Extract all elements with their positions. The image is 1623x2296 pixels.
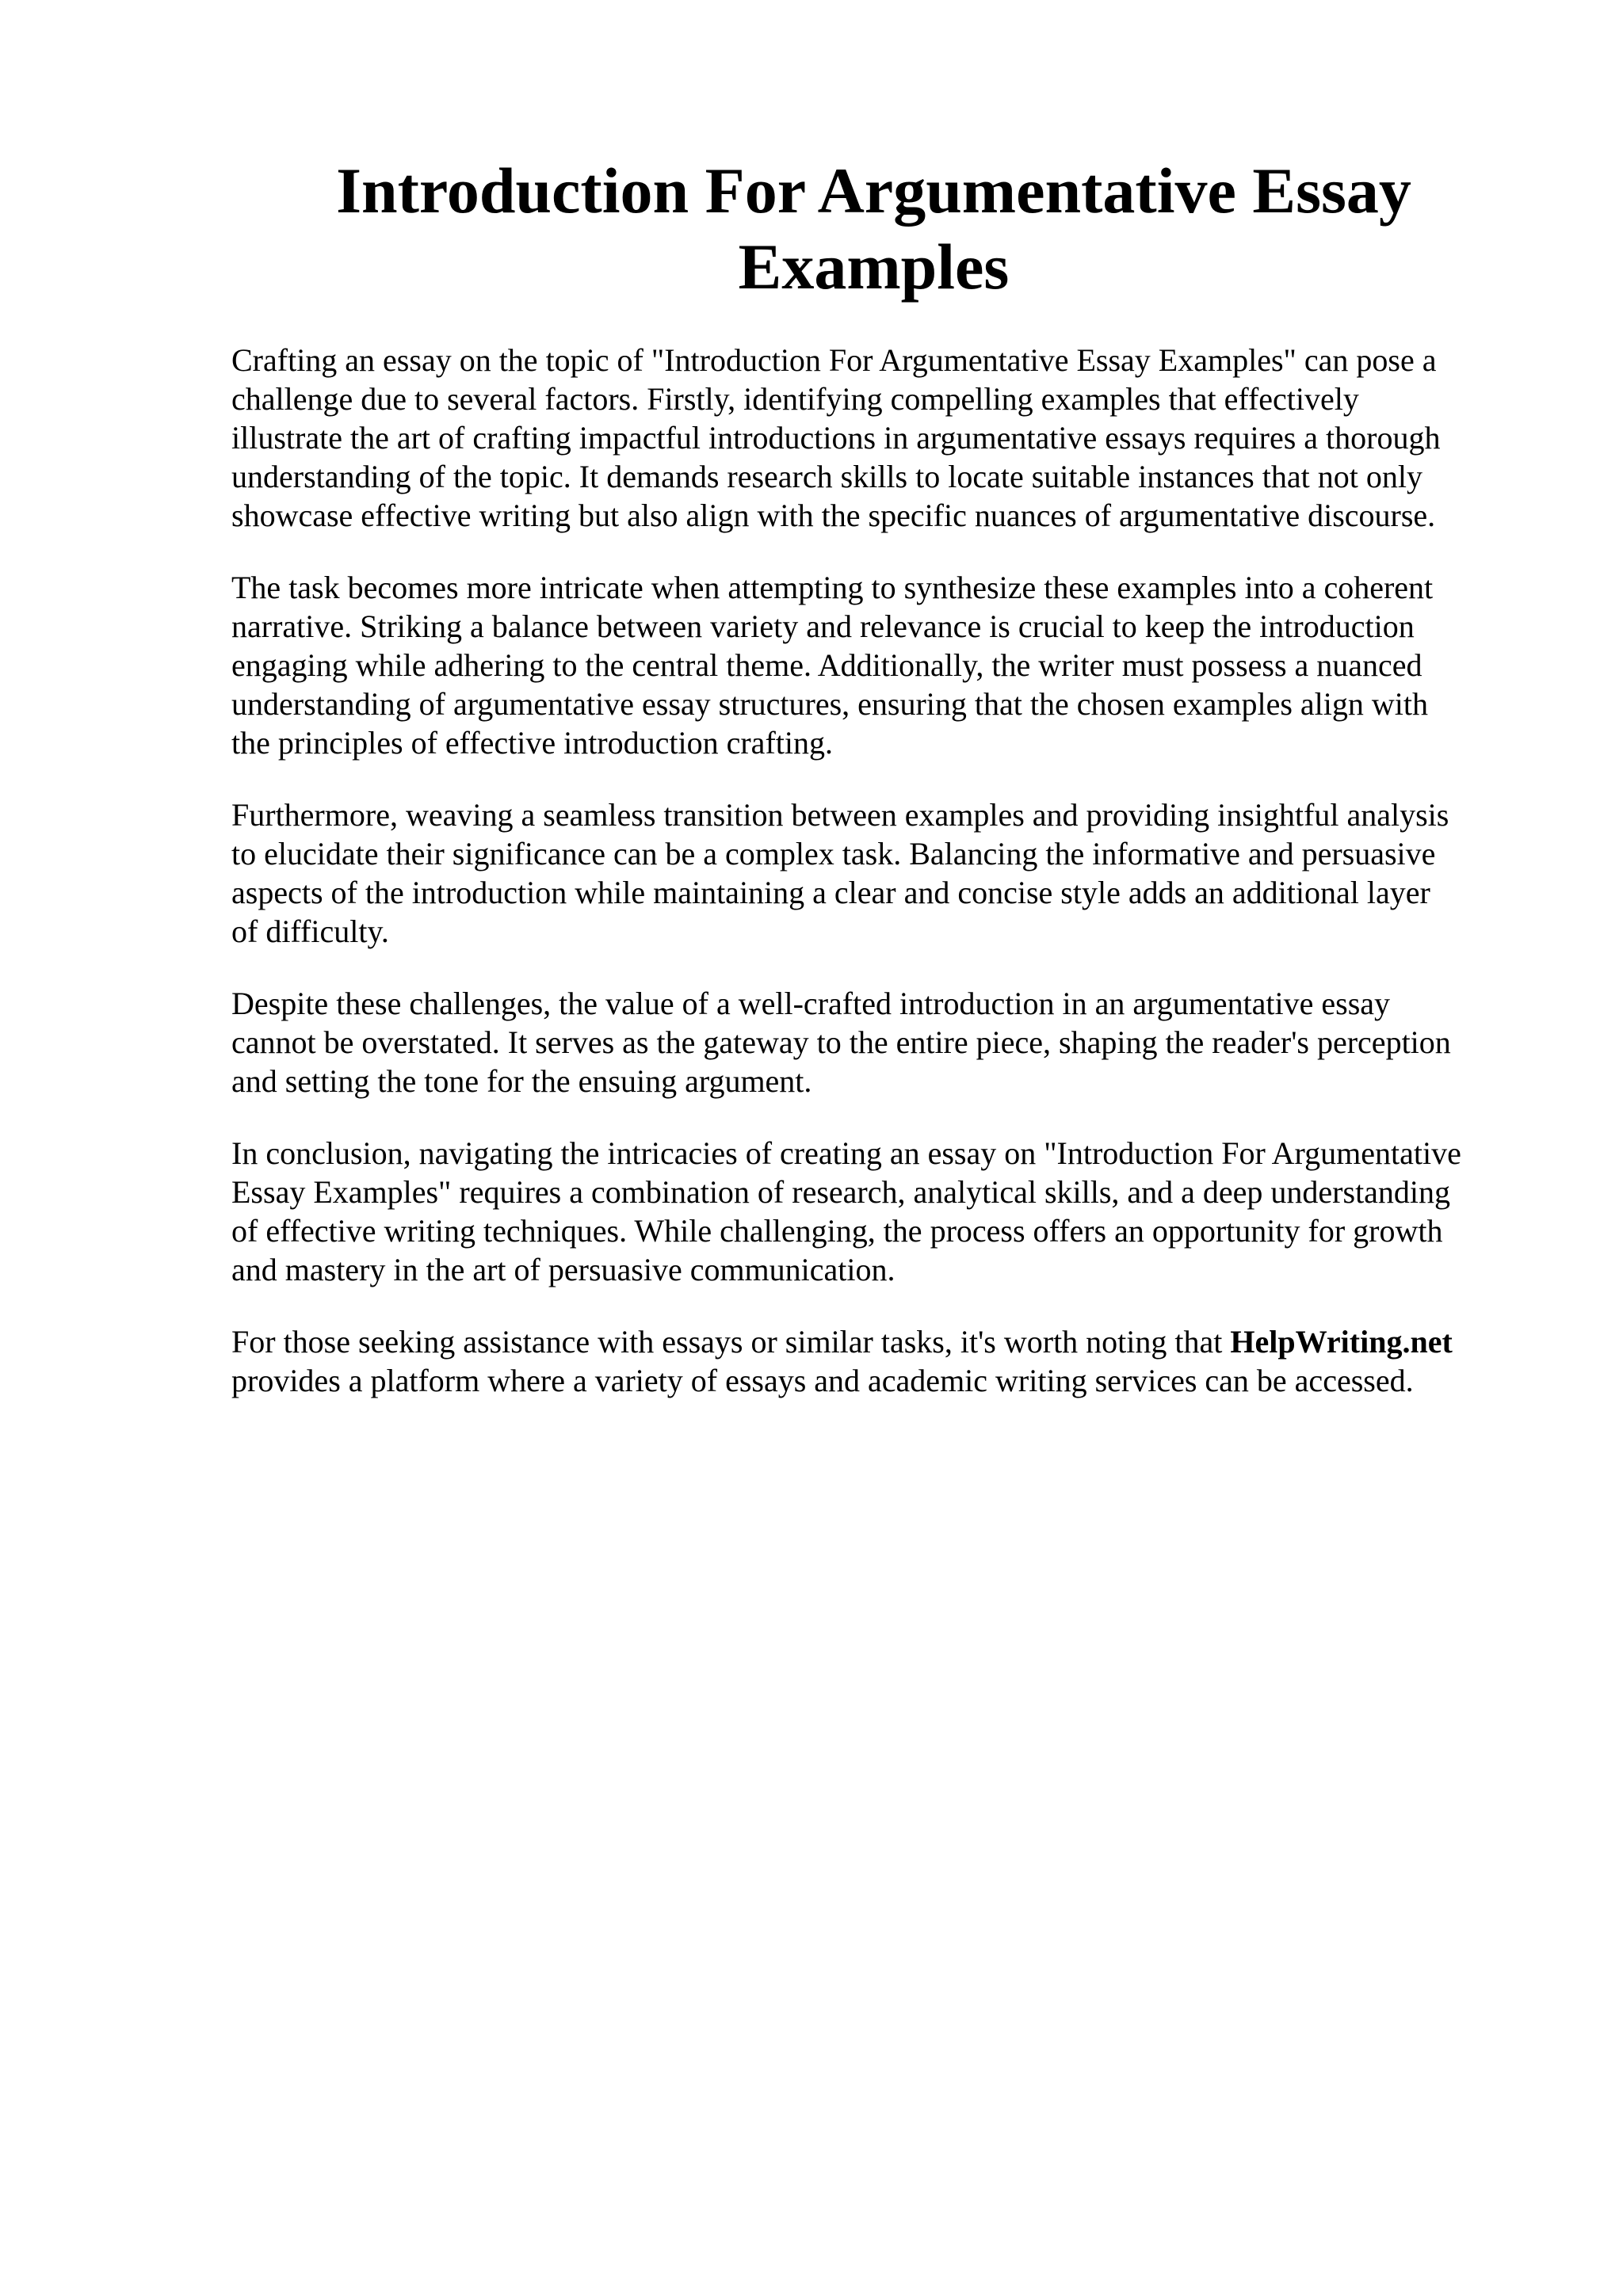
- text-line: narrative. Striking a balance between variety and relevance is crucial to keep the introduction: [231, 608, 1415, 644]
- text-line: of effective writing techniques. While challenging, the process offers an opportunity for growth: [231, 1213, 1443, 1249]
- text-line: to elucidate their significance can be a complex task. Balancing the informative and persuasive: [231, 836, 1436, 871]
- closing-text: For those seeking assistance with essays or similar tasks, it's worth noting that: [231, 1324, 1231, 1360]
- text-line: illustrate the art of crafting impactful introductions in argumentative essays requires a thorough: [231, 420, 1441, 456]
- text-line: the principles of effective introduction crafting.: [231, 725, 833, 761]
- title-line: Introduction For Argumentative Essay: [336, 154, 1411, 227]
- page-title: [190, 153, 1557, 305]
- text-line: provides a platform where a variety of essays and academic writing services can be accessed.: [231, 1363, 1414, 1398]
- text-line: showcase effective writing but also align with the specific nuances of argumentative discourse.: [231, 498, 1436, 533]
- title-line: Examples: [738, 231, 1010, 303]
- paragraph: [231, 984, 1523, 1100]
- brand-name: HelpWriting.net: [1230, 1324, 1453, 1360]
- essay-body: [231, 341, 1523, 1433]
- text-line: engaging while adhering to the central theme. Additionally, the writer must possess a nuanced: [231, 647, 1423, 683]
- text-line: Despite these challenges, the value of a well-crafted introduction in an argumentative essay: [231, 986, 1391, 1021]
- text-line: and setting the tone for the ensuing argument.: [231, 1063, 812, 1099]
- text-line: Crafting an essay on the topic of "Introduction For Argumentative Essay Examples" can pose a: [231, 342, 1437, 378]
- text-line: and mastery in the art of persuasive communication.: [231, 1252, 896, 1287]
- text-line: Essay Examples" requires a combination of research, analytical skills, and a deep understanding: [231, 1174, 1451, 1210]
- paragraph: [231, 795, 1523, 951]
- paragraph: [231, 341, 1523, 535]
- text-line: cannot be overstated. It serves as the gateway to the entire piece, shaping the reader's perception: [231, 1024, 1451, 1060]
- text-line: In conclusion, navigating the intricacies of creating an essay on "Introduction For Argumentative: [231, 1135, 1461, 1171]
- paragraph: [231, 1134, 1523, 1289]
- text-line: understanding of the topic. It demands research skills to locate suitable instances that not only: [231, 459, 1423, 494]
- paragraph: [231, 568, 1523, 762]
- text-line: of difficulty.: [231, 913, 389, 949]
- closing-paragraph: [231, 1322, 1523, 1400]
- text-line: [231, 1322, 1523, 1361]
- text-line: understanding of argumentative essay structures, ensuring that the chosen examples align with: [231, 686, 1428, 722]
- text-line: challenge due to several factors. Firstly, identifying compelling examples that effectively: [231, 381, 1359, 417]
- text-line: The task becomes more intricate when attempting to synthesize these examples into a coherent: [231, 570, 1434, 605]
- text-line: aspects of the introduction while maintaining a clear and concise style adds an additional layer: [231, 875, 1430, 910]
- text-line: Furthermore, weaving a seamless transition between examples and providing insightful analysis: [231, 797, 1449, 833]
